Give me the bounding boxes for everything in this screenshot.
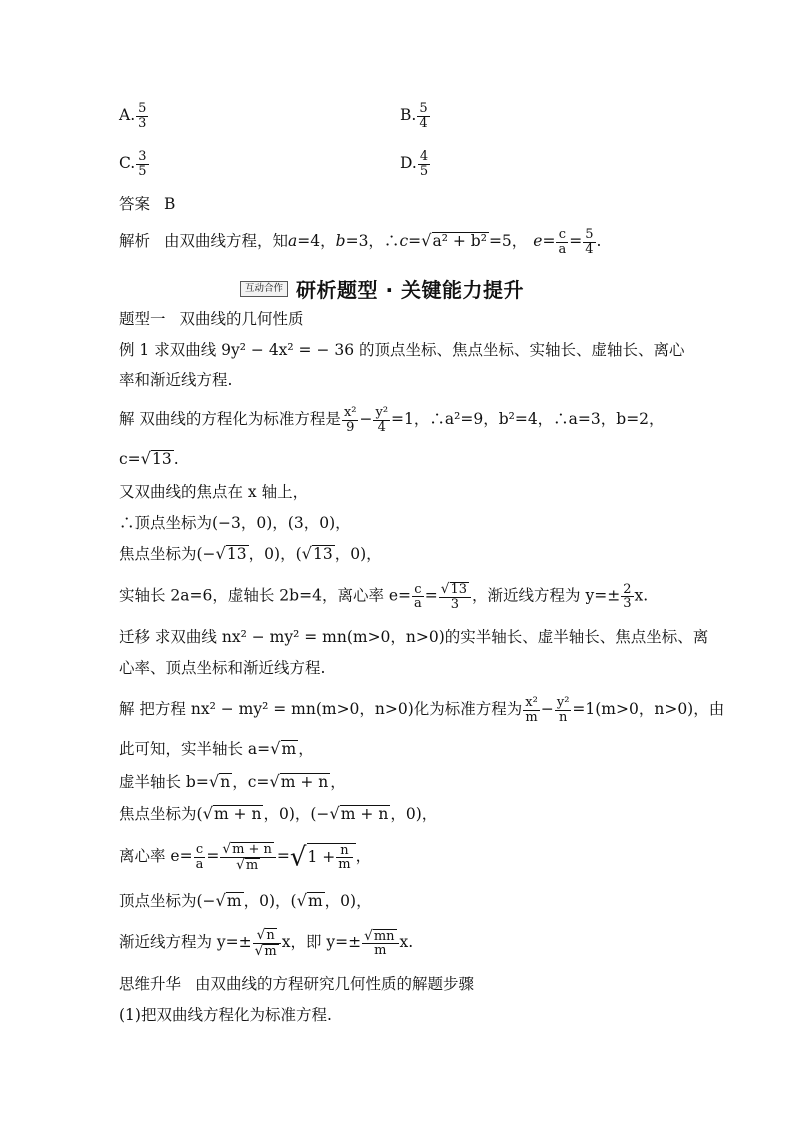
- transfer-line-1: 迁移 求双曲线 nx² − my² = mn(m>0，n>0)的实半轴长、虚半轴长、焦点坐标、离: [119, 628, 709, 646]
- summary-heading: 思维升华 由双曲线的方程研究几何性质的解题步骤: [119, 975, 475, 993]
- solution2-line-5: 离心率 e= $\frac{c}{a}$ = $\frac{√m + n}{√m}$ =√1 + $\frac{n}{m}$ ，: [119, 841, 372, 873]
- choice-a: A. $\frac{5}{3}$: [119, 101, 147, 131]
- section-title: 研析题型 · 关键能力提升: [296, 278, 525, 302]
- solution2-line-4: 焦点坐标为(√m + n ，0)，(−√m + n ，0)，: [119, 804, 438, 823]
- summary-step-1: (1)把双曲线方程化为标准方程.: [119, 1006, 332, 1024]
- solution2-line-3: 虚半轴长 b=√n ，c=√m + n ，: [119, 772, 346, 791]
- solution1-line-2: c=√13 .: [119, 449, 179, 468]
- section-header: [240, 274, 524, 303]
- solution1-line-6: 实轴长 2a=6，虚轴长 2b=4，离心率 e= $\frac{c}{a}$ = $\frac{√13}{3}$ ，渐近线方程为 y=± $\frac{2}{3}$ x.: [119, 581, 649, 612]
- solution2-line-1: 解 把方程 nx² − my² = mn(m>0，n>0)化为标准方程为 $\frac{\text{x²}}{m}$ − $\frac{\text{y²}}{n}$ =1(m>0，n>0)，由: [119, 695, 725, 725]
- solution1-line-4: ∴顶点坐标为(−3，0)，(3，0)，: [119, 514, 351, 532]
- solution2-line-7: 渐近线方程为 y=± $\frac{√n}{√m}$ x，即 y=± $\frac{√mn}{m}$ x.: [119, 927, 414, 959]
- solution1-line-1: 解 双曲线的方程化为标准方程是 $\frac{\text{x²}}{9}$ − $\frac{\text{y²}}{4}$ =1，∴a²=9，b²=4，∴a=3，b=2，: [119, 405, 665, 435]
- analysis-line: 解析 由双曲线方程，知a=4，b=3，∴c=√a² + b² =5， e= $\frac{c}{a}$ = $\frac{5}{4}$ .: [119, 227, 602, 257]
- solution1-line-3: 又双曲线的焦点在 x 轴上，: [119, 483, 309, 501]
- answer-line: 答案 B: [119, 195, 176, 213]
- choice-b: B. $\frac{5}{4}$: [400, 101, 428, 131]
- example-line-2: 率和渐近线方程.: [119, 371, 233, 389]
- type-heading: 题型一 双曲线的几何性质: [119, 310, 304, 328]
- solution2-line-6: 顶点坐标为(−√m ，0)，(√m ，0)，: [119, 891, 372, 910]
- choice-d: D. $\frac{4}{5}$: [400, 149, 429, 179]
- solution2-line-2: 此可知，实半轴长 a=√m ，: [119, 739, 314, 758]
- transfer-line-2: 心率、顶点坐标和渐近线方程.: [119, 659, 326, 677]
- solution1-line-5: 焦点坐标为(−√13 ，0)，(√13 ，0)，: [119, 544, 382, 563]
- example-line-1: 例 1 求双曲线 9y² − 4x² = − 36 的顶点坐标、焦点坐标、实轴长、虚轴长、离心: [119, 341, 685, 359]
- choice-c: C. $\frac{3}{5}$: [119, 149, 147, 179]
- section-tag: 互动合作: [240, 281, 288, 297]
